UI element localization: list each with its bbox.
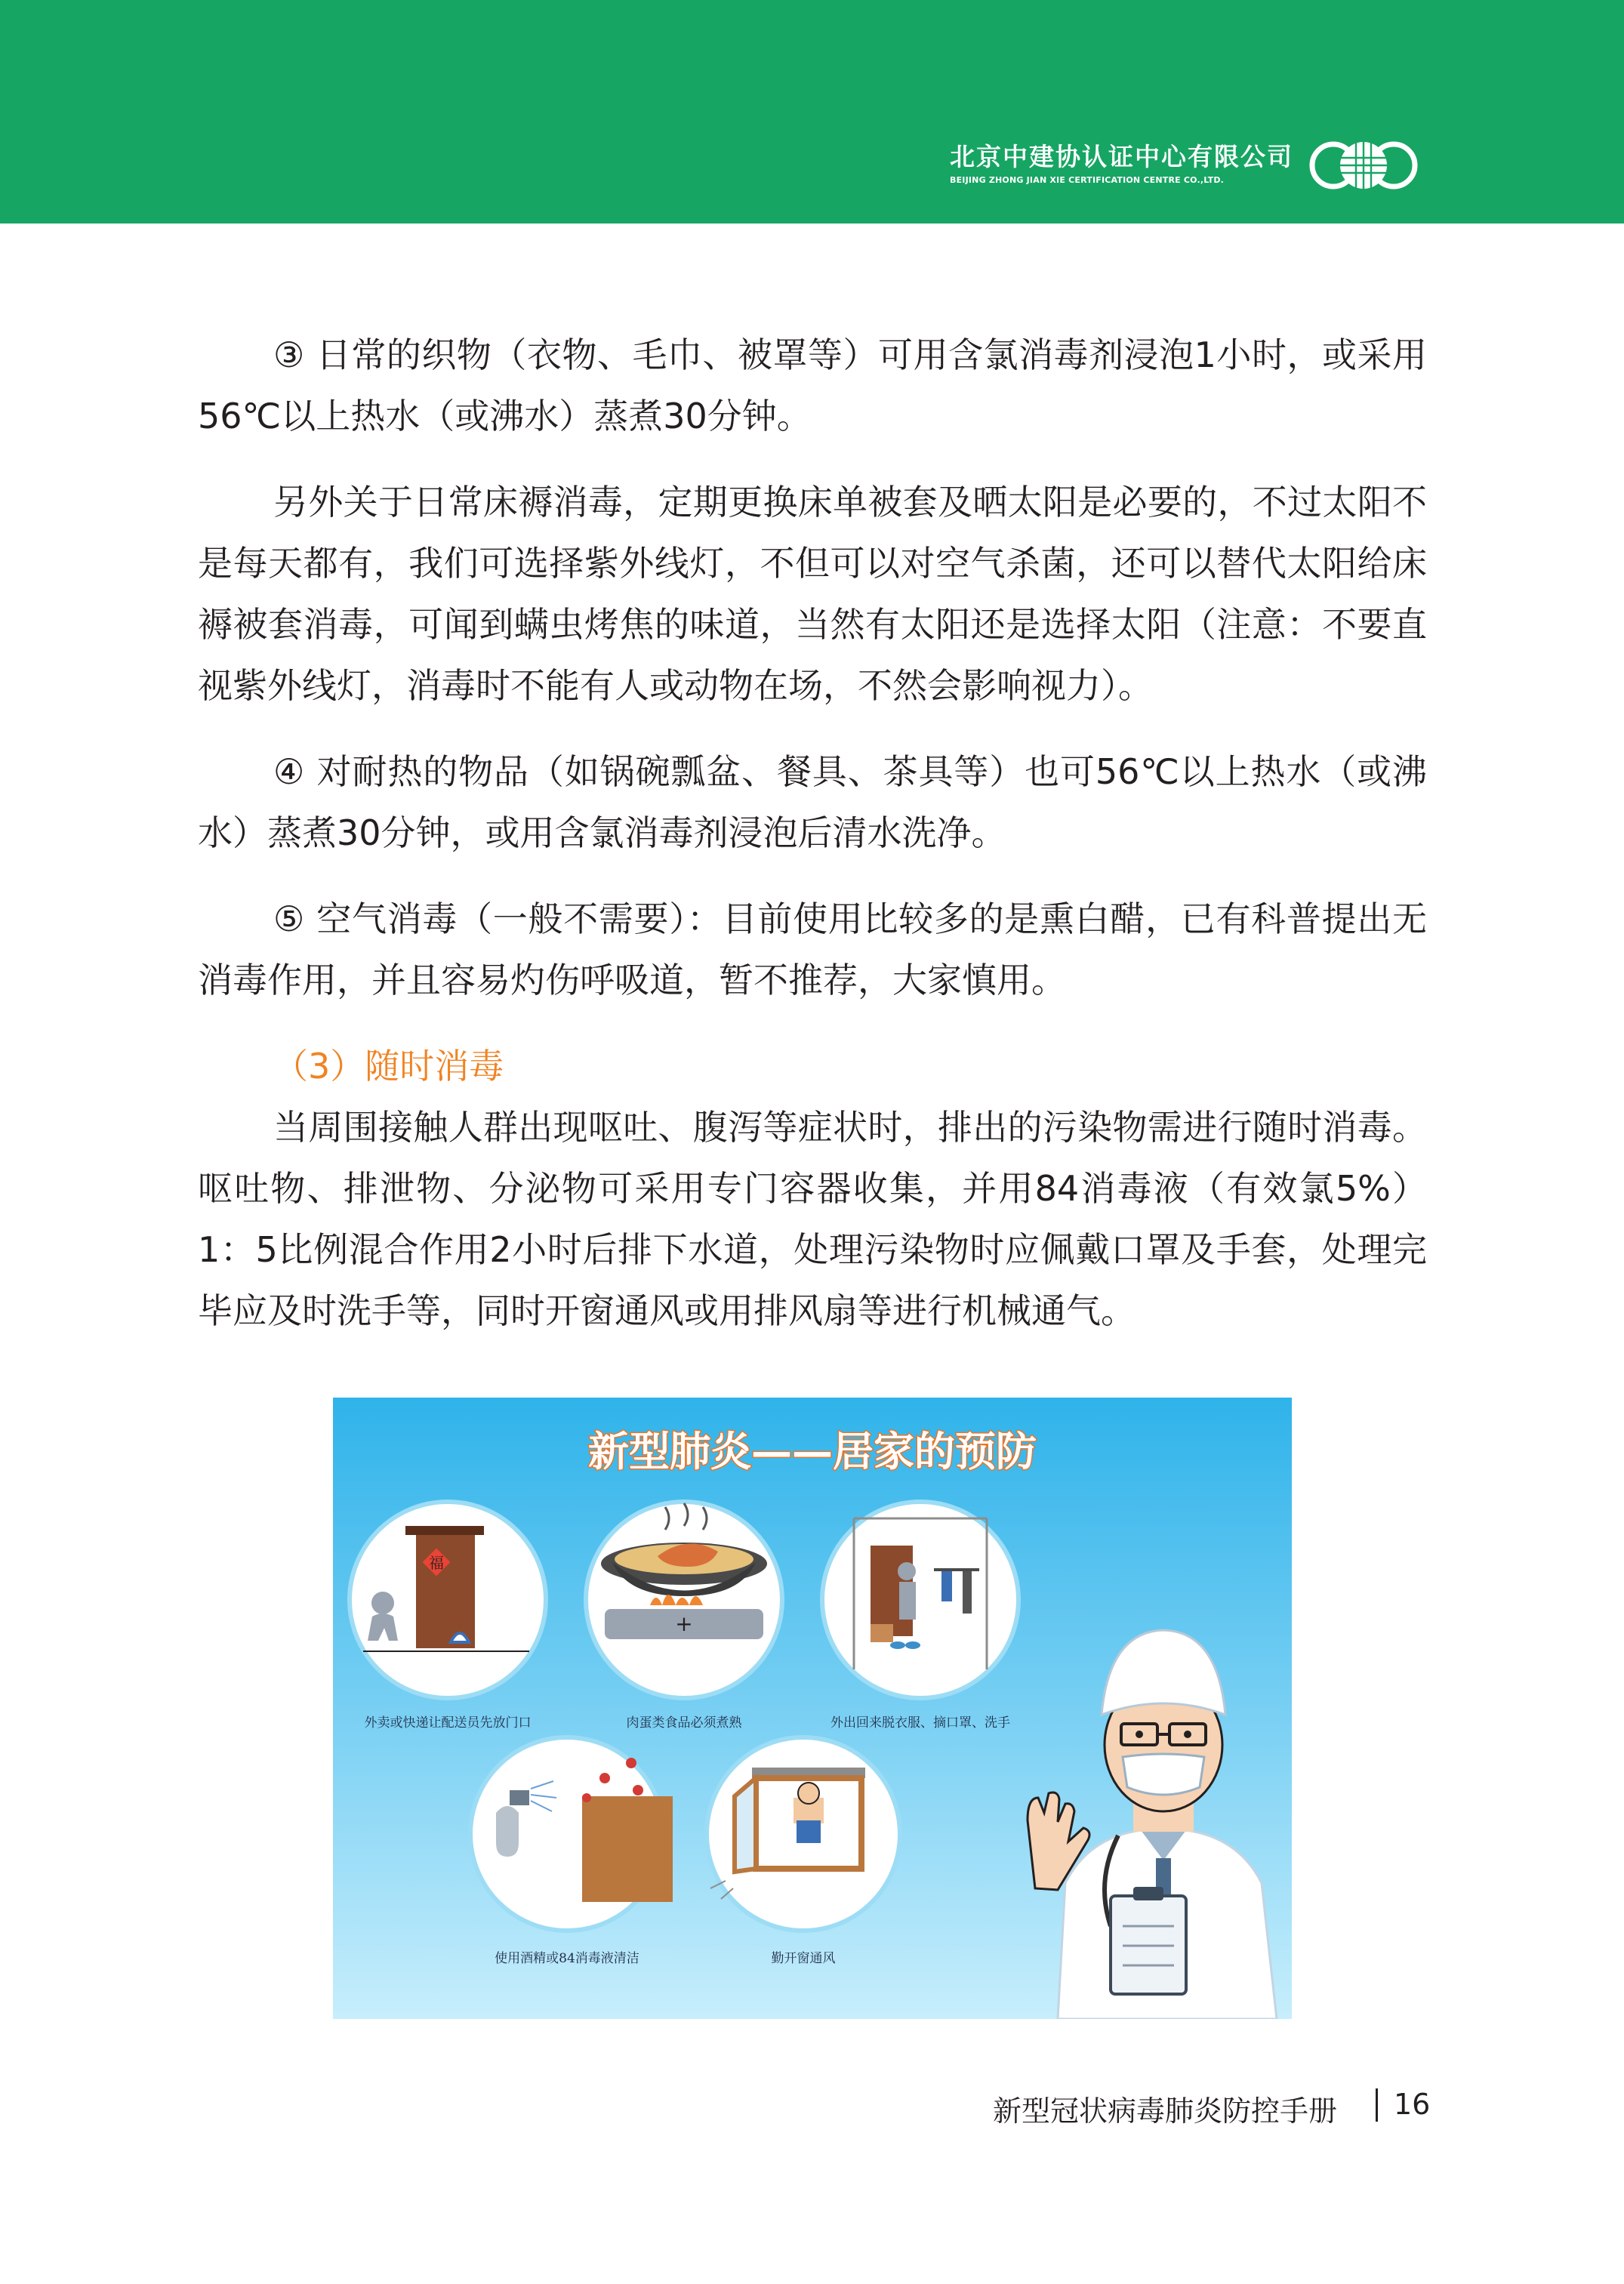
page-number: 16: [1394, 2088, 1431, 2121]
tip-delivery: [350, 1502, 546, 1698]
paragraph-random-disinfection: 当周围接触人群出现呕吐、腹泻等症状时，排出的污染物需进行随时消毒。呕吐物、排泄物、分泌物可采用专门容器收集，并用84消毒液（有效氯5%）1：5比例混合作用2小时后排下水道，处理污染物时应佩戴口罩及手套，处理完毕应及时洗手等，同时开窗通风或用排风扇等进行机械通气。: [198, 1107, 1427, 1331]
tip-cook: [586, 1502, 782, 1698]
company-name: 北京中建协认证中心有限公司: [950, 142, 1293, 171]
section-heading: （3）随时消毒: [273, 1046, 504, 1087]
paragraph-bedding: 另外关于日常床褥消毒，定期更换床单被套及晒太阳是必要的，不过太阳不是每天都有，我们可选择紫外线灯，不但可以对空气杀菌，还可以替代太阳给床褥被套消毒，可闻到螨虫烤焦的味道，当然有太阳还是选择太阳（注意：不要直视紫外线灯，消毒时不能有人或动物在场，不然会影响视力）。: [198, 482, 1427, 706]
prevention-poster: [333, 1398, 1292, 2019]
caption-cook: 肉蛋类食品必须煮熟: [626, 1715, 742, 1731]
door-fu-char: 福: [429, 1554, 444, 1572]
caption-ventilate: 勤开窗通风: [771, 1951, 836, 1966]
caption-delivery: 外卖或快递让配送员先放门口: [364, 1715, 532, 1731]
footer-book-title: 新型冠状病毒肺炎防控手册: [993, 2094, 1338, 2128]
caption-return-home: 外出回来脱衣服、摘口罩、洗手: [830, 1715, 1010, 1731]
header-bar: [0, 0, 1624, 223]
paragraph-fabric: ③ 日常的织物（衣物、毛巾、被罩等）可用含氯消毒剂浸泡1小时，或采用56℃以上热水（或沸水）蒸煮30分钟。: [198, 334, 1427, 436]
caption-spray: 使用酒精或84消毒液清洁: [495, 1951, 639, 1966]
article-body: [198, 325, 1427, 1342]
company-logo: [1306, 138, 1421, 193]
company-name-en: BEIJING ZHONG JIAN XIE CERTIFICATION CENTRE CO.,LTD.: [950, 175, 1225, 185]
tip-ventilate: [707, 1737, 900, 1931]
paragraph-heat-resistant: ④ 对耐热的物品（如锅碗瓢盆、餐具、茶具等）也可56℃以上热水（或沸水）蒸煮30分钟，或用含氯消毒剂浸泡后清水洗净。: [198, 751, 1427, 853]
tip-return-home: [822, 1502, 1018, 1698]
footer-divider: [1376, 2088, 1378, 2122]
poster-title: 新型肺炎——居家的预防: [588, 1427, 1037, 1475]
paragraph-air: ⑤ 空气消毒（一般不需要）：目前使用比较多的是熏白醋，已有科普提出无消毒作用，并且容易灼伤呼吸道，暂不推荐，大家慎用。: [198, 898, 1427, 1000]
stove-knob-icon: +: [675, 1611, 693, 1636]
